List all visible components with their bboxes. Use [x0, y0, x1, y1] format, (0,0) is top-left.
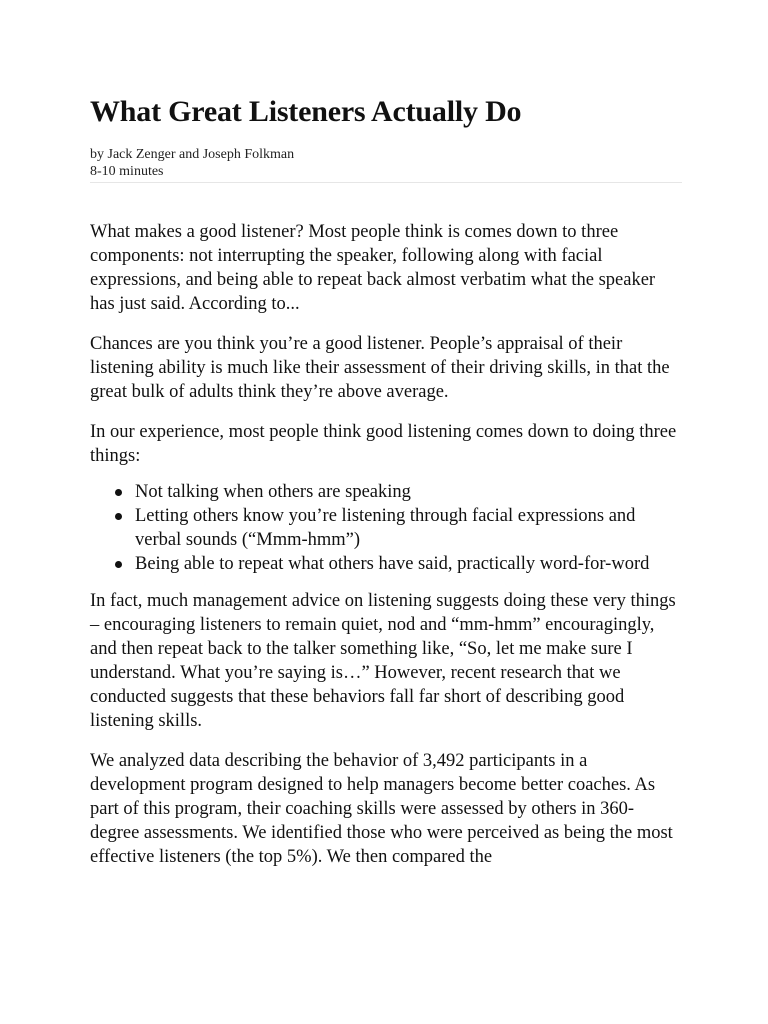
paragraph: In our experience, most people think good listening comes down to doing three things:: [90, 422, 677, 466]
read-time: 8-10 minutes: [90, 164, 164, 179]
list-item-text: Letting others know you’re listening through facial expressions and verbal sounds (“Mmm-hmm”): [135, 506, 636, 550]
article-meta: [90, 146, 682, 180]
bullet-icon: [115, 489, 122, 496]
bullet-icon: [115, 513, 122, 520]
header-divider: [90, 182, 682, 183]
article-title: What Great Listeners Actually Do: [90, 95, 522, 128]
bullet-icon: [115, 561, 122, 568]
paragraph: Chances are you think you’re a good listener. People’s appraisal of their listening ability is much like their assessment of their driving skills, in that the great bulk of adults think they’re above average.: [90, 334, 670, 402]
list-item-text: Being able to repeat what others have said, practically word-for-word: [135, 554, 650, 574]
article-body: [90, 220, 682, 869]
paragraph: In fact, much management advice on listening suggests doing these very things – encouraging listeners to remain quiet, nod and “mm-hmm” encouragingly, and then repeat back to the talker something like, “So, let me make sure I understand. What you’re saying is…” However, recent research that we conducted suggests that these behaviors fall far short of describing good listening skills.: [90, 591, 676, 731]
list-item: [135, 552, 682, 576]
list-item-text: Not talking when others are speaking: [135, 482, 411, 502]
paragraph: We analyzed data describing the behavior of 3,492 participants in a development program designed to help managers become better coaches. As part of this program, their coaching skills were assessed by others in 360-degree assessments. We identified those who were perceived as being the most effective listeners (the top 5%). We then compared the: [90, 751, 673, 867]
list-item: [135, 504, 682, 552]
article: [90, 94, 682, 885]
bullet-list: [90, 480, 682, 576]
paragraph-intro: What makes a good listener? Most people think is comes down to three components: not interrupting the speaker, following along with facial expressions, and being able to repeat back almost verbatim what the speaker has just said. According to...: [90, 222, 656, 314]
list-item: [135, 480, 682, 504]
byline: by Jack Zenger and Joseph Folkman: [90, 147, 295, 162]
